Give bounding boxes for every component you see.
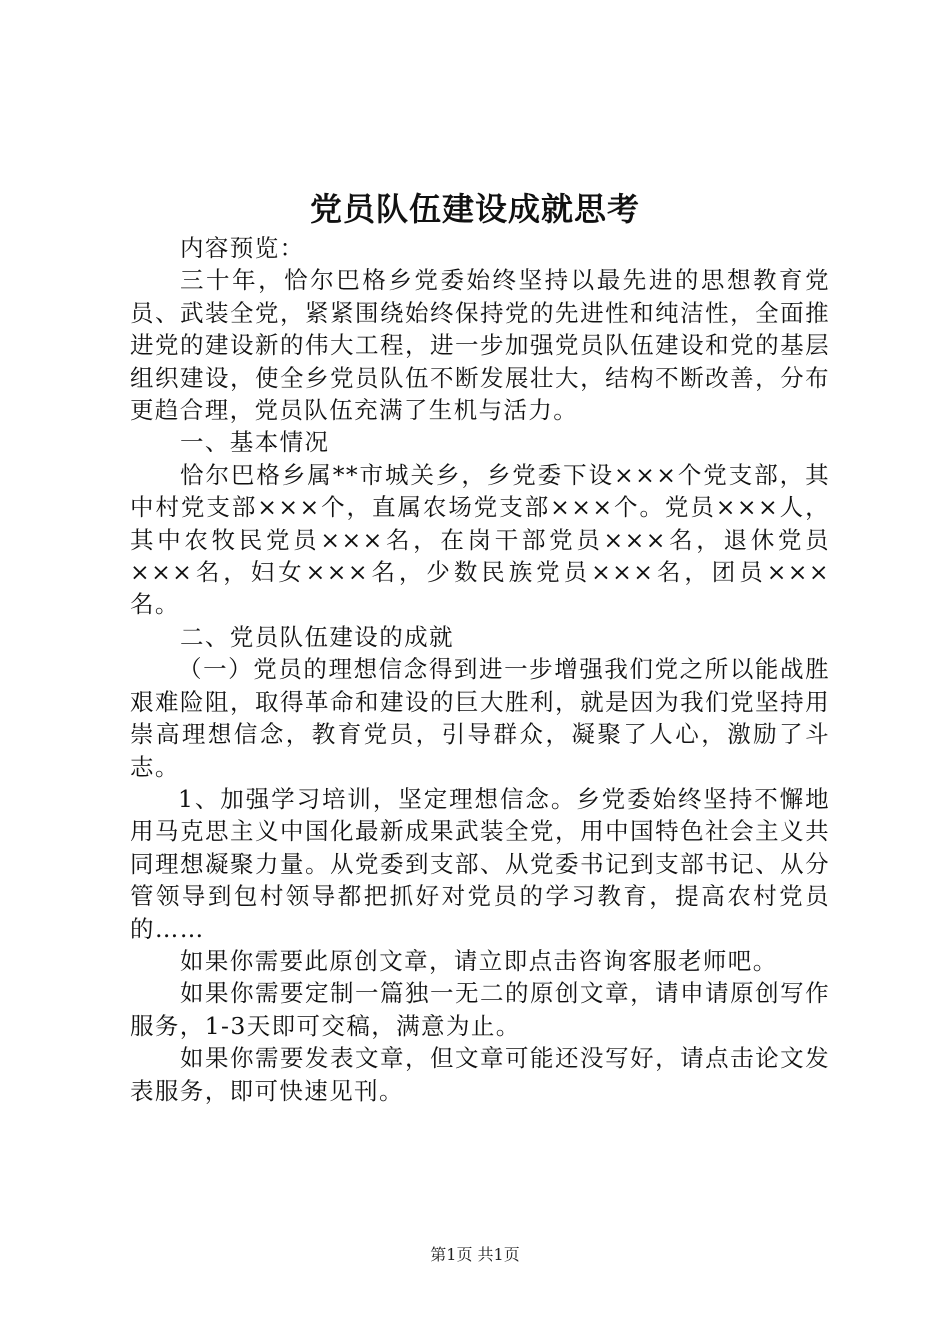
section-heading-achievements: 二、党员队伍建设的成就 [180,622,454,651]
subsection-paragraph: （一）党员的理想信念得到进一步增强我们党之所以能战胜艰难险阻，取得革命和建设的巨大胜利，就是因为我们党坚持用崇高理想信念，教育党员，引导群众，凝聚了人心，激励了斗志。 [130,655,830,781]
publishing-service-text: 如果你需要发表文章，但文章可能还没写好，请点击论文发表服务，即可快速见刊。 [130,1044,830,1105]
section-heading-basic: 一、基本情况 [180,428,330,457]
intro-paragraph: 三十年，恰尔巴格乡党委始终坚持以最先进的思想教育党员、武装全党，紧紧围绕始终保持党的先进性和纯洁性，全面推进党的建设新的伟大工程，进一步加强党员队伍建设和党的基层组织建设，使全乡党员队伍不断发展壮大，结构不断改善，分布更趋合理，党员队伍充满了生机与活力。 [130,266,830,425]
custom-writing-text: 如果你需要定制一篇独一无二的原创文章，请申请原创写作服务，1-3天即可交稿，满意为止。 [130,979,830,1040]
page-number-footer: 第1页 共1页 [430,1245,520,1264]
basic-info-paragraph: 恰尔巴格乡属**市城关乡，乡党委下设×××个党支部，其中村党支部×××个，直属农场党支部×××个。党员×××人，其中农牧民党员×××名，在岗干部党员×××名，退休党员×××名，妇女×××名，少数民族党员×××名，团员×××名。 [130,460,830,619]
document-title: 党员队伍建设成就思考 [309,190,640,228]
preview-label: 内容预览： [180,234,305,262]
study-training-paragraph: 1、加强学习培训，坚定理想信念。乡党委始终坚持不懈地用马克思主义中国化最新成果武装全党，用中国特色社会主义共同理想凝聚力量。从党委到支部、从党委书记到支部书记、从分管领导到包村领导都把抓好对党员的学习教育，提高农村党员的…… [130,784,830,943]
consult-link-text: 如果你需要此原创文章，请立即点击咨询客服老师吧。 [180,946,778,975]
document-body [130,232,830,1107]
